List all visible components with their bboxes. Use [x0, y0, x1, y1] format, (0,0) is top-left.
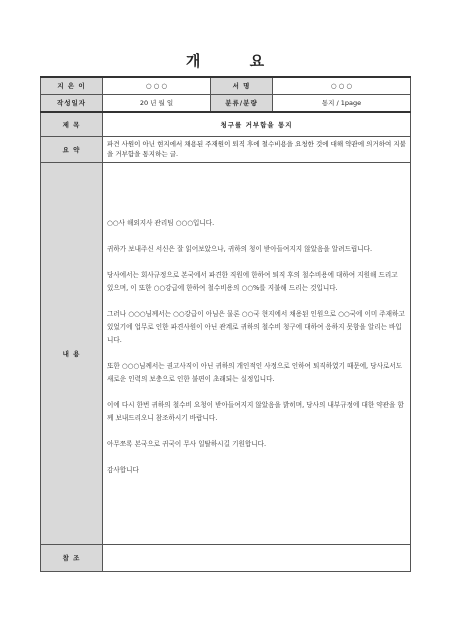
date-label: 작성일자: [41, 94, 103, 112]
signature-value: ○ ○ ○: [273, 77, 411, 94]
summary-value: 파견 사원이 아닌 현지에서 채용된 주재원이 퇴직 후에 철수비용을 요청한 것에 대해 약관에 의거하여 지불을 거부함을 통지하는 글.: [103, 136, 411, 162]
signature-label: 서 명: [211, 77, 273, 94]
sender-label: 지 은 이: [41, 77, 103, 94]
reference-label: 참 조: [41, 544, 103, 571]
content-paragraph: 당사에서는 회사규정으로 본국에서 파견한 직원에 한하여 퇴직 후의 철수비용에 대하여 지원해 드리고 있으며, 이 또한 ○○강급에 한하여 철수비용의 ○○%를 지불해 드리는 것입니다.: [107, 270, 398, 292]
content-paragraph: 감사합니다: [107, 465, 139, 474]
content-label: 내 용: [41, 162, 103, 544]
content-paragraph: ○○사 해외지사 관리팀 ○○○입니다.: [107, 218, 215, 227]
content-paragraph: 이에 다시 한번 귀하의 철수비 요청이 받아들여지지 않았음을 밝히며, 당사의 내부규정에 대한 약관을 함께 보내드리오니 참조하시기 바랍니다.: [107, 400, 404, 422]
date-value: 20 년 월 일: [103, 94, 211, 112]
content-paragraph: 또한 ○○○님께서는 권고사직이 아닌 귀하의 개인적인 사정으로 인하여 퇴직하였기 때문에, 당사로서도 새로운 인력의 보충으로 인한 불편이 초래되는 실정입니다.: [107, 361, 403, 383]
content-paragraph: 귀하가 보내주신 서신은 잘 읽어보았으나, 귀하의 청이 받아들여지지 않았음을 알려드립니다.: [107, 244, 373, 253]
subject-value: 청구를 거부함을 통지: [103, 112, 411, 136]
document-title: 개 요: [185, 52, 287, 70]
sender-value: ○ ○ ○: [103, 77, 211, 94]
category-label: 분류/분량: [211, 94, 273, 112]
category-value: 통지 / 1page: [273, 94, 411, 112]
summary-label: 요 약: [41, 136, 103, 162]
content-body: [103, 162, 411, 544]
content-paragraph: 아무쪼록 본국으로 귀국이 무사 일탈하시길 기원합니다.: [107, 439, 267, 448]
document-form: [40, 76, 411, 572]
reference-value: [103, 544, 411, 571]
content-paragraph: 그러나 ○○○님께서는 ○○강급이 아님은 물론 ○○국 현지에서 채용된 인원으로 ○○국에 이미 주재하고 있었기에 업무로 인한 파견사원이 아닌 관계로 귀하의 철수비 청구에 대하여 응하지 못함을 알리는 바입니다.: [107, 309, 405, 344]
subject-label: 제 목: [41, 112, 103, 136]
